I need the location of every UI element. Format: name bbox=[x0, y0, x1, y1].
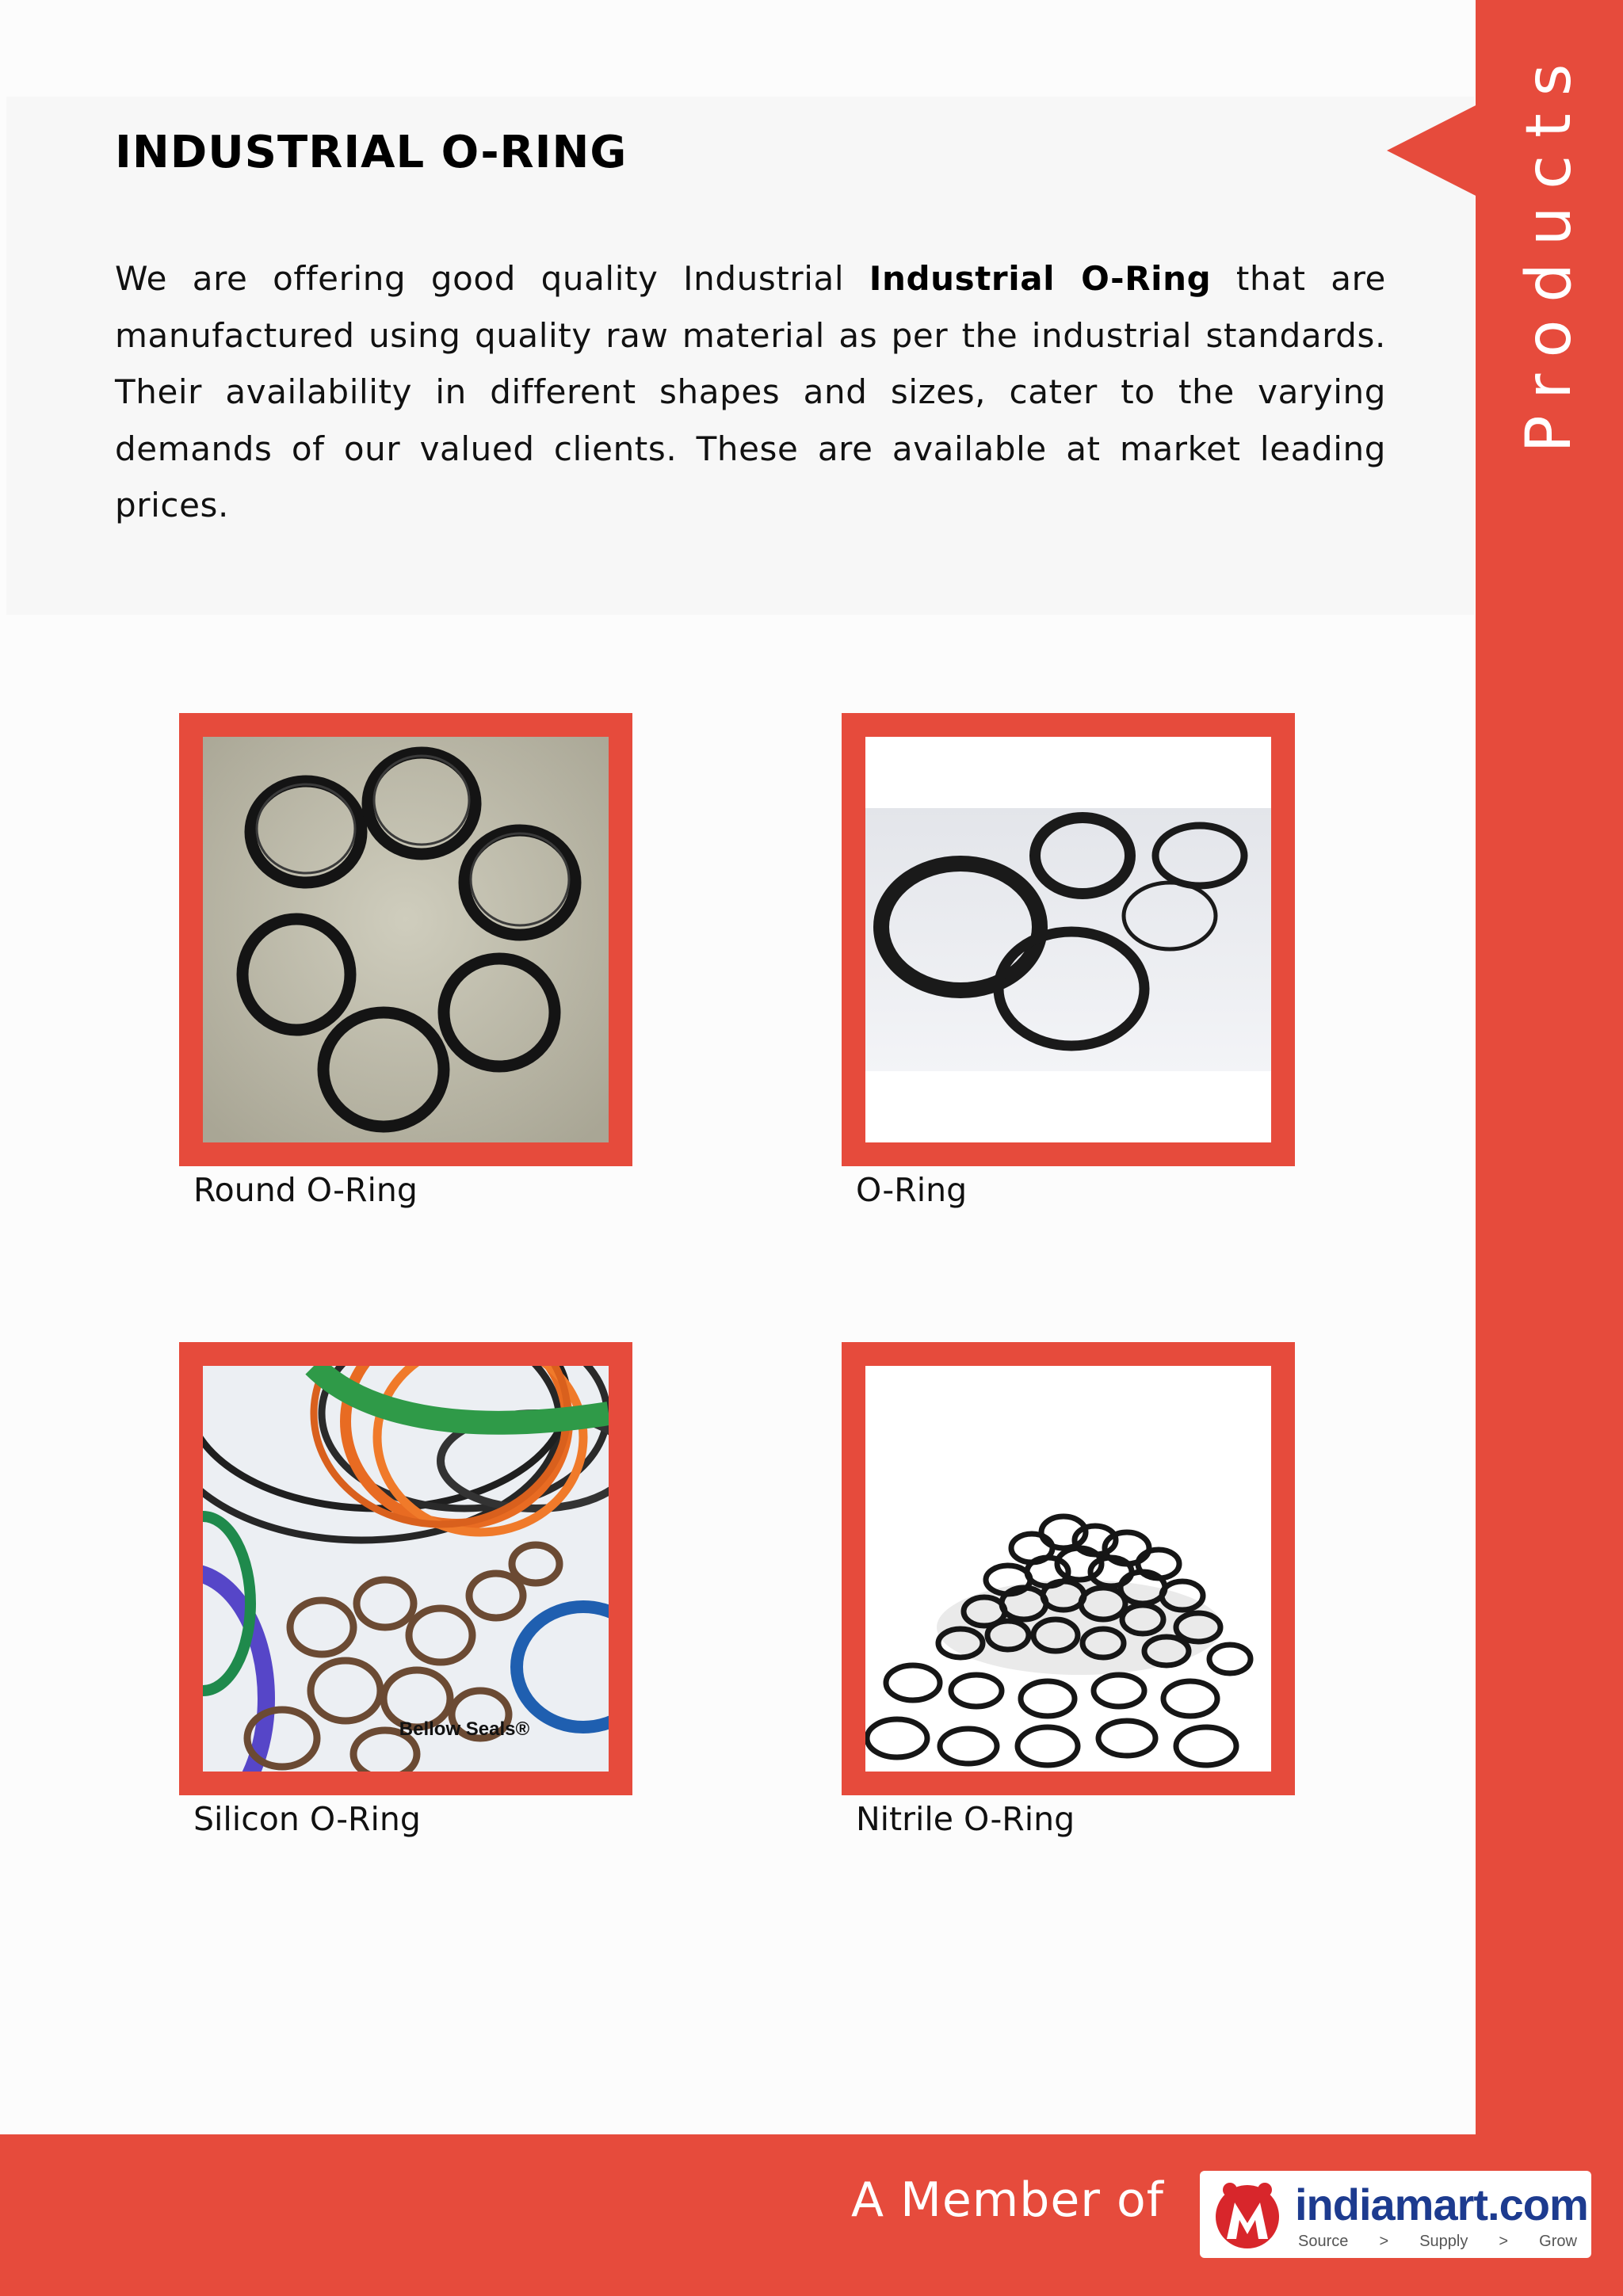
product-image-frame bbox=[842, 1342, 1295, 1795]
product-card-silicon-o-ring[interactable] bbox=[179, 1342, 632, 1838]
round-o-ring-photo[interactable] bbox=[203, 737, 609, 1142]
intro-product-name: Industrial O-Ring bbox=[869, 259, 1212, 298]
silicon-o-ring-photo[interactable] bbox=[203, 1366, 609, 1772]
product-name[interactable]: Nitrile O-Ring bbox=[856, 1800, 1075, 1838]
tagline-source: Source bbox=[1298, 2233, 1349, 2250]
product-card-o-ring[interactable] bbox=[842, 713, 1295, 1209]
product-image-frame bbox=[179, 1342, 632, 1795]
indiamart-m-icon bbox=[1206, 2171, 1293, 2258]
tagline-separator: > bbox=[1379, 2233, 1389, 2250]
o-ring-photo[interactable] bbox=[865, 737, 1271, 1142]
nitrile-o-ring-photo[interactable] bbox=[865, 1366, 1271, 1772]
product-card-round-o-ring[interactable] bbox=[179, 713, 632, 1209]
product-name[interactable]: Round O-Ring bbox=[193, 1171, 418, 1209]
indiamart-logo[interactable] bbox=[1200, 2171, 1591, 2258]
product-image-frame bbox=[842, 713, 1295, 1166]
tagline-supply: Supply bbox=[1419, 2233, 1468, 2250]
intro-paragraph bbox=[115, 250, 1386, 534]
product-card-nitrile-o-ring[interactable] bbox=[842, 1342, 1295, 1838]
page-title: INDUSTRIAL O-RING bbox=[115, 127, 628, 178]
logo-brand-text: indiamart.com bbox=[1295, 2180, 1588, 2229]
tagline-separator: > bbox=[1499, 2233, 1509, 2250]
product-image-frame bbox=[179, 713, 632, 1166]
intro-text-start: We are offering good quality Industrial bbox=[115, 259, 869, 298]
product-name[interactable]: Silicon O-Ring bbox=[193, 1800, 421, 1838]
side-band-notch bbox=[1387, 105, 1477, 196]
side-section-label: Products bbox=[1514, 46, 1585, 453]
product-name[interactable]: O-Ring bbox=[856, 1171, 968, 1209]
silicon-o-ring-watermark: Bellow Seals® bbox=[399, 1718, 530, 1740]
tagline-grow: Grow bbox=[1539, 2233, 1577, 2250]
intro-text-end: that are manufactured using quality raw material as per the industrial standards. Their availability in different shapes and sizes, cater to the varying demands of our valued clients. These are available at market leading prices. bbox=[115, 259, 1386, 524]
logo-tagline bbox=[1298, 2233, 1577, 2251]
member-text: A Member of bbox=[851, 2172, 1164, 2228]
